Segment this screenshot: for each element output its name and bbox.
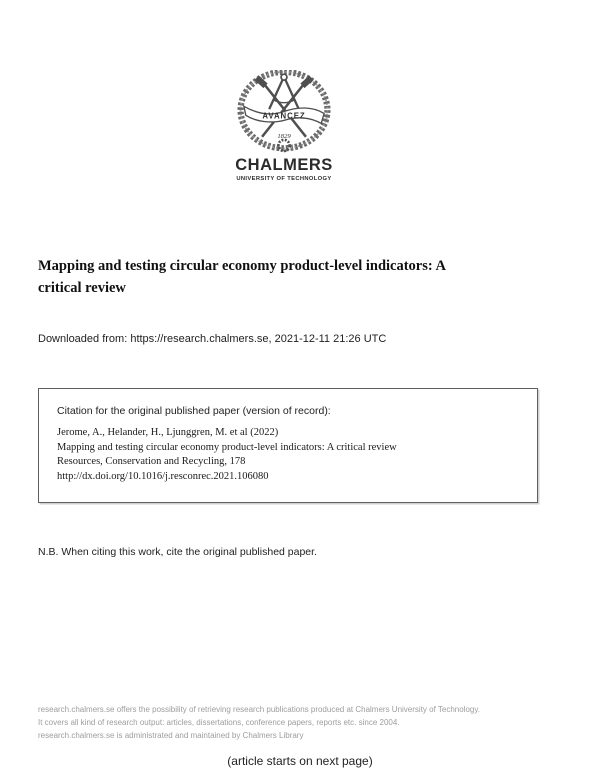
citation-paper-title: Mapping and testing circular economy product-level indicators: A critical review — [57, 441, 397, 453]
citation-box — [38, 388, 538, 503]
paper-title-line1: Mapping and testing circular economy product-level indicators: A — [38, 258, 447, 274]
crest-year: 1829 — [277, 132, 291, 140]
citation-journal: Resources, Conservation and Recycling, 178 — [57, 456, 246, 467]
chalmers-crest-icon — [236, 70, 332, 154]
article-start-note: (article starts on next page) — [227, 754, 373, 768]
crest-motto: AVANCEZ — [262, 111, 306, 121]
paper-title-line2: critical review — [38, 279, 126, 296]
chalmers-tagline: UNIVERSITY OF TECHNOLOGY — [236, 175, 332, 182]
downloaded-from-line: Downloaded from: https://research.chalmers.se, 2021-12-11 21:26 UTC — [38, 333, 387, 345]
nb-note: N.B. When citing this work, cite the original published paper. — [38, 546, 317, 558]
footer-line-1: research.chalmers.se offers the possibility of retrieving research publications produced at Chalmers University of Technology. — [38, 705, 480, 714]
footer-note — [38, 703, 578, 742]
citation-authors: Jerome, A., Helander, H., Ljunggren, M. et al (2022) — [57, 427, 279, 438]
paper-title — [38, 256, 558, 299]
chalmers-logo — [226, 70, 342, 182]
footer-line-2: It covers all kind of research output: articles, dissertations, conference papers, reports etc. since 2004. — [38, 718, 400, 727]
citation-doi: http://dx.doi.org/10.1016/j.resconrec.2021.106080 — [57, 470, 269, 482]
chalmers-wordmark: CHALMERS — [235, 156, 333, 174]
citation-heading: Citation for the original published paper (version of record): — [57, 405, 331, 417]
footer-line-3: research.chalmers.se is administrated and maintained by Chalmers Library — [38, 731, 304, 740]
